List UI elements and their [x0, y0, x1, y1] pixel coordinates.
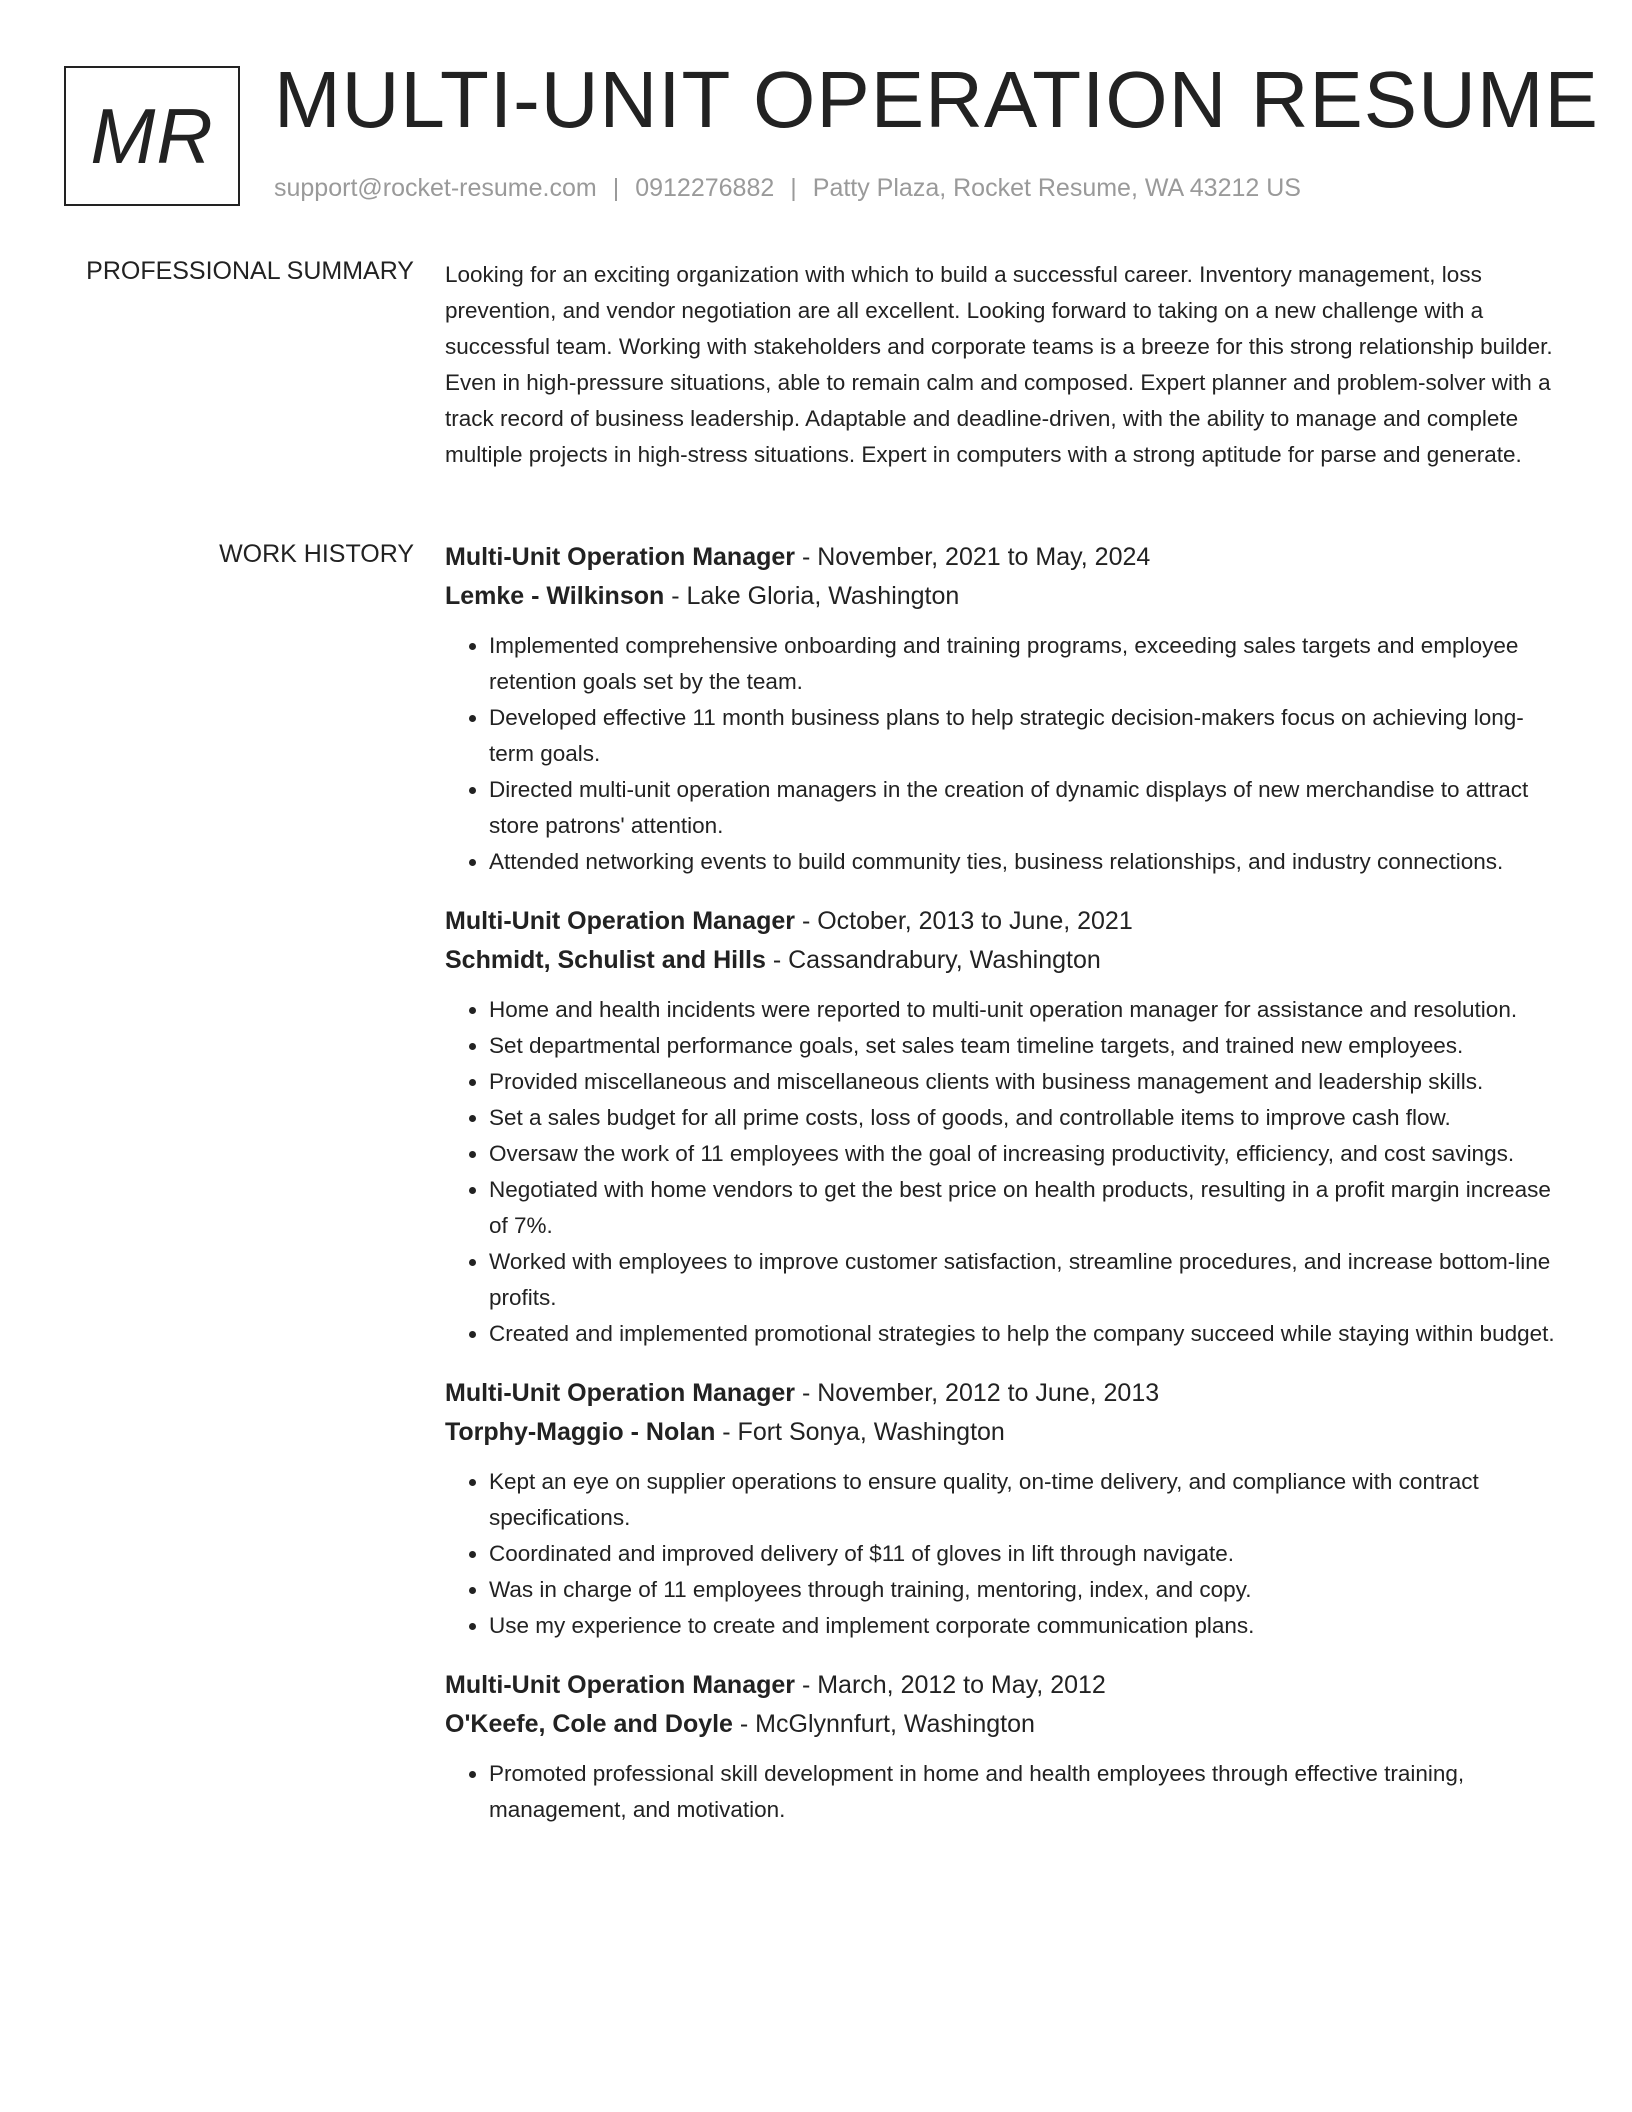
job-title-line: [445, 1374, 1565, 1413]
job-company: Torphy-Maggio - Nolan: [445, 1418, 716, 1446]
job-bullet: • Promoted professional skill development in home and health employees through effective training, management, and motivation.: [489, 1756, 1565, 1828]
job-company: Schmidt, Schulist and Hills: [445, 946, 766, 974]
job-bullet: • Was in charge of 11 employees through training, mentoring, index, and copy.: [489, 1572, 1565, 1608]
contact-separator: |: [612, 174, 620, 202]
job-bullet: • Implemented comprehensive onboarding and training programs, exceeding sales targets and employee retention goals set by the team.: [489, 628, 1565, 700]
job-bullet: • Developed effective 11 month business plans to help strategic decision-makers focus on achieving long-term goals.: [489, 700, 1565, 772]
job-title-line: [445, 538, 1565, 577]
job-bullets: [445, 992, 1565, 1352]
job-bullet: • Attended networking events to build community ties, business relationships, and industry connections.: [489, 844, 1565, 880]
job-location: - McGlynnfurt, Washington: [732, 1710, 1035, 1738]
job-company: Lemke - Wilkinson: [445, 582, 665, 610]
job-company: O'Keefe, Cole and Doyle: [445, 1710, 733, 1738]
job-bullet: • Worked with employees to improve customer satisfaction, streamline procedures, and increase bottom-line profits.: [489, 1244, 1565, 1316]
job-title-line: [445, 1666, 1565, 1705]
job-location: - Lake Gloria, Washington: [664, 582, 960, 610]
job-location: - Cassandrabury, Washington: [765, 946, 1101, 974]
work-history-section: [445, 538, 1565, 1850]
job-bullet: • Set a sales budget for all prime costs, loss of goods, and controllable items to improve cash flow.: [489, 1100, 1565, 1136]
job-bullet: • Created and implemented promotional strategies to help the company succeed while staying within budget.: [489, 1316, 1565, 1352]
job-dates: - March, 2012 to May, 2012: [795, 1671, 1106, 1699]
contact-phone: 0912276882: [635, 174, 775, 202]
job-bullet: • Coordinated and improved delivery of $11 of gloves in lift through navigate.: [489, 1536, 1565, 1572]
monogram-logo: MR: [64, 66, 240, 206]
summary-text: Looking for an exciting organization with which to build a successful career. Inventory management, loss prevention, and vendor negotiation are all excellent. Looking forward to taking on a new challenge with a successful team. Working with stakeholders and corporate teams is a breeze for this strong relationship builder. Even in high-pressure situations, able to remain calm and composed. Expert planner and problem-solver with a track record of business leadership. Adaptable and deadline-driven, with the ability to manage and complete multiple projects in high-stress situations. Expert in computers with a strong aptitude for parse and generate.: [445, 262, 1553, 467]
job-bullet: • Provided miscellaneous and miscellaneous clients with business management and leadership skills.: [489, 1064, 1565, 1100]
job-bullet: • Home and health incidents were reported to multi-unit operation manager for assistance and resolution.: [489, 992, 1565, 1028]
job-bullet: • Set departmental performance goals, set sales team timeline targets, and trained new employees.: [489, 1028, 1565, 1064]
job-dates: - October, 2013 to June, 2021: [795, 907, 1133, 935]
contact-separator: |: [790, 174, 797, 202]
job-company-line: [445, 577, 1565, 616]
job-company-line: [445, 1413, 1565, 1452]
job-entry: [445, 1374, 1565, 1644]
job-bullet: • Oversaw the work of 11 employees with the goal of increasing productivity, efficiency, and cost savings.: [489, 1136, 1565, 1172]
job-bullet: • Kept an eye on supplier operations to ensure quality, on-time delivery, and compliance with contract specifications.: [489, 1464, 1565, 1536]
job-bullet: • Negotiated with home vendors to get the best price on health products, resulting in a profit margin increase of 7%.: [489, 1172, 1565, 1244]
job-entry: [445, 902, 1565, 1352]
job-title: Multi-Unit Operation Manager: [445, 907, 795, 935]
contact-email[interactable]: support@rocket-resume.com: [274, 174, 597, 202]
summary-heading: PROFESSIONAL SUMMARY: [86, 257, 414, 285]
job-title: Multi-Unit Operation Manager: [445, 1379, 795, 1407]
summary-section: [445, 257, 1565, 473]
work-history-heading: WORK HISTORY: [219, 540, 414, 568]
contact-line: [274, 174, 1301, 203]
job-title-line: [445, 902, 1565, 941]
job-bullet: • Directed multi-unit operation managers in the creation of dynamic displays of new merchandise to attract store patrons' attention.: [489, 772, 1565, 844]
job-entry: [445, 538, 1565, 880]
job-bullet: • Use my experience to create and implement corporate communication plans.: [489, 1608, 1565, 1644]
job-bullets: [445, 1756, 1565, 1828]
job-bullets: [445, 628, 1565, 880]
job-dates: - November, 2012 to June, 2013: [795, 1379, 1160, 1407]
job-dates: - November, 2021 to May, 2024: [795, 543, 1151, 571]
job-location: - Fort Sonya, Washington: [715, 1418, 1005, 1446]
job-entry: [445, 1666, 1565, 1828]
job-title: Multi-Unit Operation Manager: [445, 543, 795, 571]
job-company-line: [445, 941, 1565, 980]
job-title: Multi-Unit Operation Manager: [445, 1671, 795, 1699]
job-company-line: [445, 1705, 1565, 1744]
contact-address: Patty Plaza, Rocket Resume, WA 43212 US: [812, 174, 1301, 202]
job-bullets: [445, 1464, 1565, 1644]
page-title: MULTI-UNIT OPERATION RESUME: [274, 55, 1599, 144]
